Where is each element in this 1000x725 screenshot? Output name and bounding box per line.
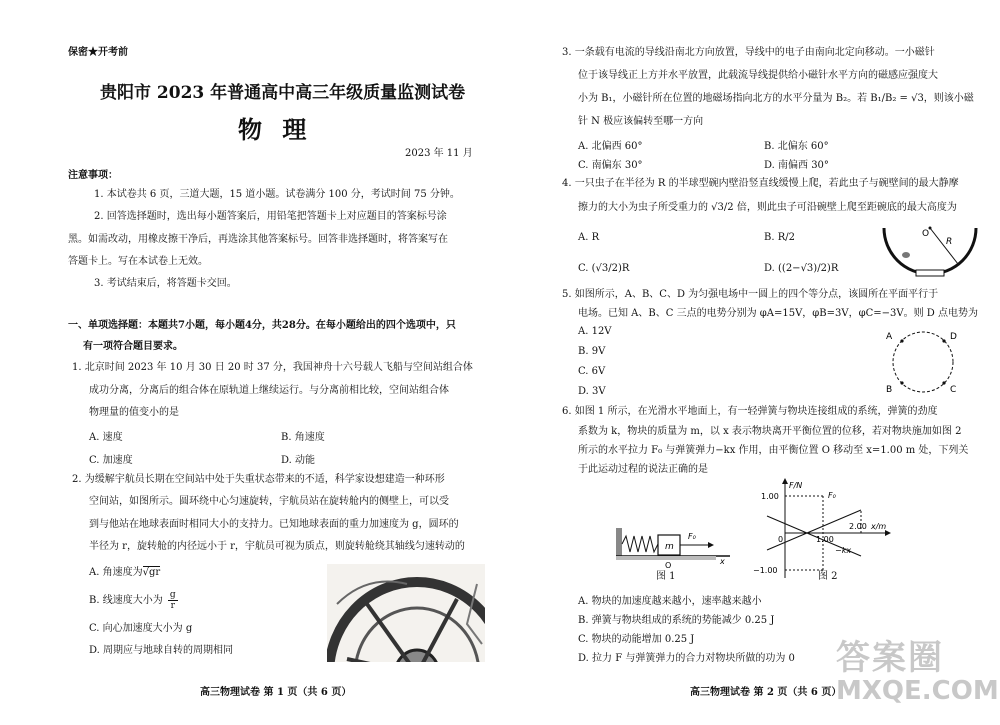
q5-option-c[interactable]: C. 6V <box>578 366 606 377</box>
y-tick-bottom: −1.00 <box>753 566 778 575</box>
notice-heading: 注意事项： <box>68 170 118 181</box>
q2-option-d[interactable]: D. 周期应与地球自转的周期相同 <box>89 645 234 656</box>
q3-option-b[interactable]: B. 北偏东 60° <box>764 141 829 152</box>
origin-label: O <box>665 561 672 570</box>
q5-line-2: 电场。已知 A、B、C 三点的电势分别为 φA=15V，φB=3V，φC=−3V。则 D 点电势为 <box>578 308 978 319</box>
q3-option-d[interactable]: D. 南偏西 30° <box>764 160 829 171</box>
q3-line-4: 针 N 极应该偏转至哪一方向 <box>578 116 704 127</box>
q4-line-2: 擦力的大小为虫子所受重力的 √3/2 倍，则此虫子可沿碗壁上爬至距碗底的最大高度为 <box>578 202 957 213</box>
q6-option-b[interactable]: B. 弹簧与物块组成的系统的势能减少 0.25 J <box>578 615 775 626</box>
q2-line-4: 半径为 r，旋转舱的内径远小于 r，宇航员可视为质点，则旋转舱绕其轴线匀速转动的 <box>89 541 465 552</box>
notice-2-cont2: 答题卡上。写在本试卷上无效。 <box>68 256 208 267</box>
q6-line-4: 于此运动过程的说法正确的是 <box>578 464 708 475</box>
q4-option-d[interactable]: D. ((2−√3)/2)R <box>764 263 839 274</box>
q4-option-a[interactable]: A. R <box>578 232 600 243</box>
y-axis-label: F/N <box>789 481 803 490</box>
q4-option-b[interactable]: B. R/2 <box>764 232 795 243</box>
q2-b-numerator: g <box>169 590 176 600</box>
kx-line-label: −kx <box>835 546 852 555</box>
q2-option-a[interactable] <box>89 563 160 578</box>
q6-line-3: 所示的水平拉力 F₀ 与弹簧弹力−kx 作用，由平衡位置 O 移动至 x=1.00 m 处，下列关 <box>578 445 969 456</box>
bowl-center-label: O <box>922 229 930 239</box>
q4-option-c[interactable]: C. (√3/2)R <box>578 263 630 274</box>
q1-option-c[interactable]: C. 加速度 <box>89 455 133 466</box>
force-displacement-graph <box>745 478 895 583</box>
watermark-logo: 答案圈 <box>836 638 944 678</box>
q5-line-1: 5. 如图所示，A、B、C、D 为匀强电场中一圆上的四个等分点，该圆所在平面平行于 <box>562 289 939 300</box>
q6-option-a[interactable]: A. 物块的加速度越来越小，速率越来越小 <box>578 596 762 607</box>
q2-line-3: 到与他站在地球表面时相同大小的支持力。已知地球表面的重力加速度为 g，圆环的 <box>89 519 459 530</box>
q2-line-1: 2. 为缓解宇航员长期在空间站中处于失重状态带来的不适，科学家设想建造一种环形 <box>72 474 445 485</box>
q5-option-b[interactable]: B. 9V <box>578 346 606 357</box>
f0-line-label: F₀ <box>828 491 836 500</box>
mass-label: m <box>665 542 674 552</box>
q1-option-a[interactable]: A. 速度 <box>89 432 123 443</box>
page-1-footer: 高三物理试卷 第 1 页（共 6 页） <box>200 687 352 698</box>
page-2-footer: 高三物理试卷 第 2 页（共 6 页） <box>690 687 842 698</box>
exam-title: 贵阳市 2023 年普通高中高三年级质量监测试卷 <box>100 83 466 103</box>
q1-option-b[interactable]: B. 角速度 <box>281 432 325 443</box>
q2-line-2: 空间站，如图所示。圆环绕中心匀速旋转，宇航员站在旋转舱内的侧壁上，可以受 <box>89 496 449 507</box>
q6-line-2: 系数为 k，物块的质量为 m，以 x 表示物块离开平衡位置的位移，若对物块施加如图 2 <box>578 426 962 437</box>
bowl-figure <box>880 222 980 280</box>
q6-option-d[interactable]: D. 拉力 F 与弹簧弹力的合力对物块所做的功为 0 <box>578 653 795 664</box>
origin-zero-label: 0 <box>778 535 784 544</box>
x-tick-1: 1.00 <box>816 535 834 544</box>
x-axis-label: x <box>720 557 725 566</box>
notice-2-cont: 黑。如需改动，用橡皮擦干净后，再选涂其他答案标号。回答非选择题时，将答案写在 <box>68 234 448 245</box>
notice-3: 3. 考试结束后，将答题卡交回。 <box>94 278 237 289</box>
subject-title: 物 理 <box>238 115 313 144</box>
point-b-label: B <box>886 385 893 395</box>
q2-option-b[interactable] <box>89 590 178 611</box>
q4-line-1: 4. 一只虫子在半径为 R 的半球型碗内壁沿竖直线缓慢上爬，若此虫子与碗壁间的最大静摩 <box>562 178 959 189</box>
q3-option-a[interactable]: A. 北偏西 60° <box>578 141 643 152</box>
x-axis-unit-label: x/m <box>871 522 887 531</box>
bowl-radius-label: R <box>946 237 953 247</box>
q5-option-a[interactable]: A. 12V <box>578 326 612 337</box>
q1-option-d[interactable]: D. 动能 <box>281 455 316 466</box>
y-tick-top: 1.00 <box>761 492 779 501</box>
circle-figure <box>878 325 968 400</box>
section-1-heading-cont: 有一项符合题目要求。 <box>83 341 183 352</box>
q6-line-1: 6. 如图 1 所示，在光滑水平地面上，有一轻弹簧与物块连接组成的系统，弹簧的劲度 <box>562 406 938 417</box>
point-a-label: A <box>886 332 893 342</box>
q2-option-c[interactable]: C. 向心加速度大小为 g <box>89 623 193 634</box>
space-station-photo <box>327 564 485 662</box>
q1-line-1: 1. 北京时间 2023 年 10 月 30 日 20 时 37 分，我国神舟十六号载人飞船与空间站组合体 <box>72 362 473 373</box>
q6-option-c[interactable]: C. 物块的动能增加 0.25 J <box>578 634 695 645</box>
q2-b-denominator: r <box>170 601 175 611</box>
q2-option-a-expr: √gr <box>142 567 161 578</box>
bug-icon <box>902 252 910 258</box>
q3-line-1: 3. 一条载有电流的导线沿南北方向放置，导线中的电子由南向北定向移动。一小磁针 <box>562 47 935 58</box>
force-f0-label: F₀ <box>688 532 696 541</box>
q2-option-b-label: B. 线速度大小为 <box>89 595 163 606</box>
q5-option-d[interactable]: D. 3V <box>578 386 606 397</box>
notice-1: 1. 本试卷共 6 页，三道大题，15 道小题。试卷满分 100 分，考试时间 75 分钟。 <box>94 189 460 200</box>
q3-option-c[interactable]: C. 南偏东 30° <box>578 160 643 171</box>
x-tick-2: 2.00 <box>849 522 867 531</box>
q3-line-2: 位于该导线正上方并水平放置，此载流导线提供给小磁针水平方向的磁感应强度大 <box>578 70 938 81</box>
figure-1-caption: 图 1 <box>656 571 676 582</box>
q1-line-3: 物理量的值变小的是 <box>89 407 179 418</box>
figure-2-caption: 图 2 <box>818 571 838 582</box>
point-d-label: D <box>950 332 957 342</box>
section-1-heading: 一、单项选择题：本题共7小题，每小题4分，共28分。在每小题给出的四个选项中，只 <box>68 320 456 331</box>
exam-date: 2023 年 11 月 <box>405 148 473 159</box>
confidential-label: 保密★开考前 <box>68 47 128 58</box>
q3-line-3: 小为 B₁，小磁针所在位置的地磁场指向北方的水平分量为 B₂。若 B₁/B₂ = √3，则该小磁 <box>578 93 974 104</box>
notice-2: 2. 回答选择题时，选出每小题答案后，用铅笔把答题卡上对应题目的答案标号涂 <box>94 211 447 222</box>
page-2 <box>500 0 1000 725</box>
q2-option-a-label: A. 角速度为 <box>89 567 143 578</box>
q1-line-2: 成功分离，分离后的组合体在原轨道上继续运行。与分离前相比较，空间站组合体 <box>89 385 449 396</box>
point-c-label: C <box>950 385 957 395</box>
watermark-url: MXQE.COM <box>836 676 999 706</box>
